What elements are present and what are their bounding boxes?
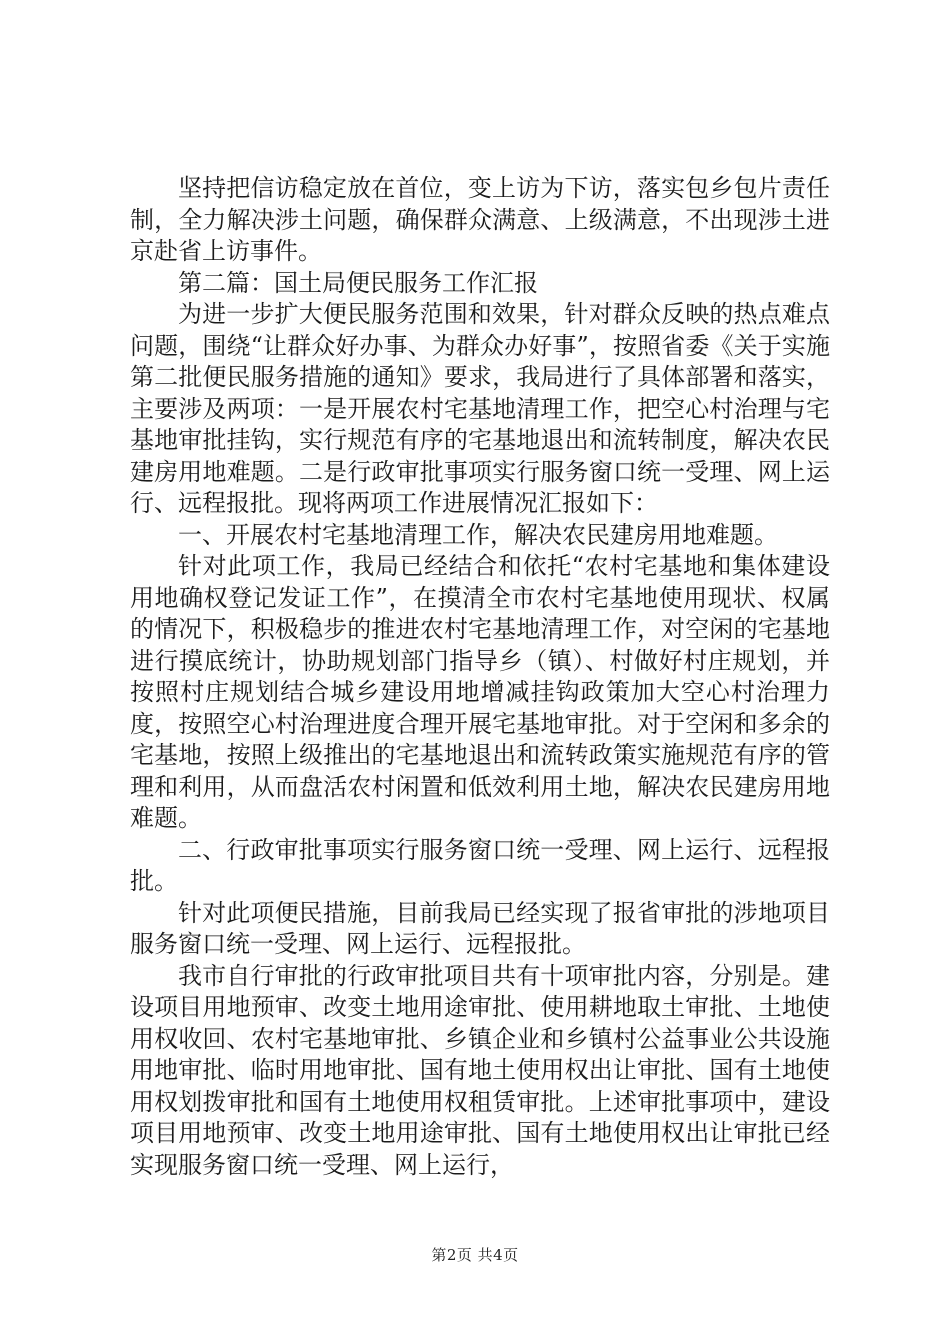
document-body [130,173,830,1181]
paragraph-approval-items: 我市自行审批的行政审批项目共有十项审批内容，分别是。建设项目用地预审、改变土地用途审批、使用耕地取土审批、土地使用权收回、农村宅基地审批、乡镇企业和乡镇村公益事业公共设施用地审批、临时用地审批、国有地土使用权出让审批、国有土地使用权划拨审批和国有土地使用权租赁审批。上述审批事项中，建设项目用地预审、改变土地用途审批、国有土地使用权出让审批已经实现服务窗口统一受理、网上运行， [130,961,830,1179]
paragraph-homestead-cleanup: 针对此项工作，我局已经结合和依托“农村宅基地和集体建设用地确权登记发证工作”，在摸清全市农村宅基地使用现状、权属的情况下，积极稳步的推进农村宅基地清理工作，对空闲的宅基地进行摸底统计，协助规划部门指导乡（镇）、村做好村庄规划，并按照村庄规划结合城乡建设用地增减挂钩政策加大空心村治理力度，按照空心村治理进度合理开展宅基地审批。对于空闲和多余的宅基地，按照上级推出的宅基地退出和流转政策实施规范有序的管理和利用，从而盘活农村闲置和低效利用土地，解决农民建房用地难题。 [130,552,830,832]
section-heading-part-two: 第二篇：国土局便民服务工作汇报 [178,268,538,297]
paragraph-intro: 为进一步扩大便民服务范围和效果，针对群众反映的热点难点问题，围绕“让群众好办事、为群众办好事”，按照省委《关于实施第二批便民服务措施的通知》要求，我局进行了具体部署和落实，主要涉及两项：一是开展农村宅基地清理工作，把空心村治理与宅基地审批挂钩，实行规范有序的宅基地退出和流转制度，解决农民建房用地难题。二是行政审批事项实行服务窗口统一受理、网上运行、远程报批。现将两项工作进展情况汇报如下： [130,300,830,517]
paragraph-convenience-measure: 针对此项便民措施，目前我局已经实现了报省审批的涉地项目服务窗口统一受理、网上运行、远程报批。 [130,898,830,958]
page-footer: 第2页 共4页 [431,1246,519,1264]
heading-item-one: 一、开展农村宅基地清理工作，解决农民建房用地难题。 [178,520,778,549]
paragraph-petition-stability: 坚持把信访稳定放在首位，变上访为下访，落实包乡包片责任制，全力解决涉土问题，确保群众满意、上级满意，不出现涉土进京赴省上访事件。 [130,174,830,265]
heading-item-two: 二、行政审批事项实行服务窗口统一受理、网上运行、远程报批。 [130,835,830,895]
